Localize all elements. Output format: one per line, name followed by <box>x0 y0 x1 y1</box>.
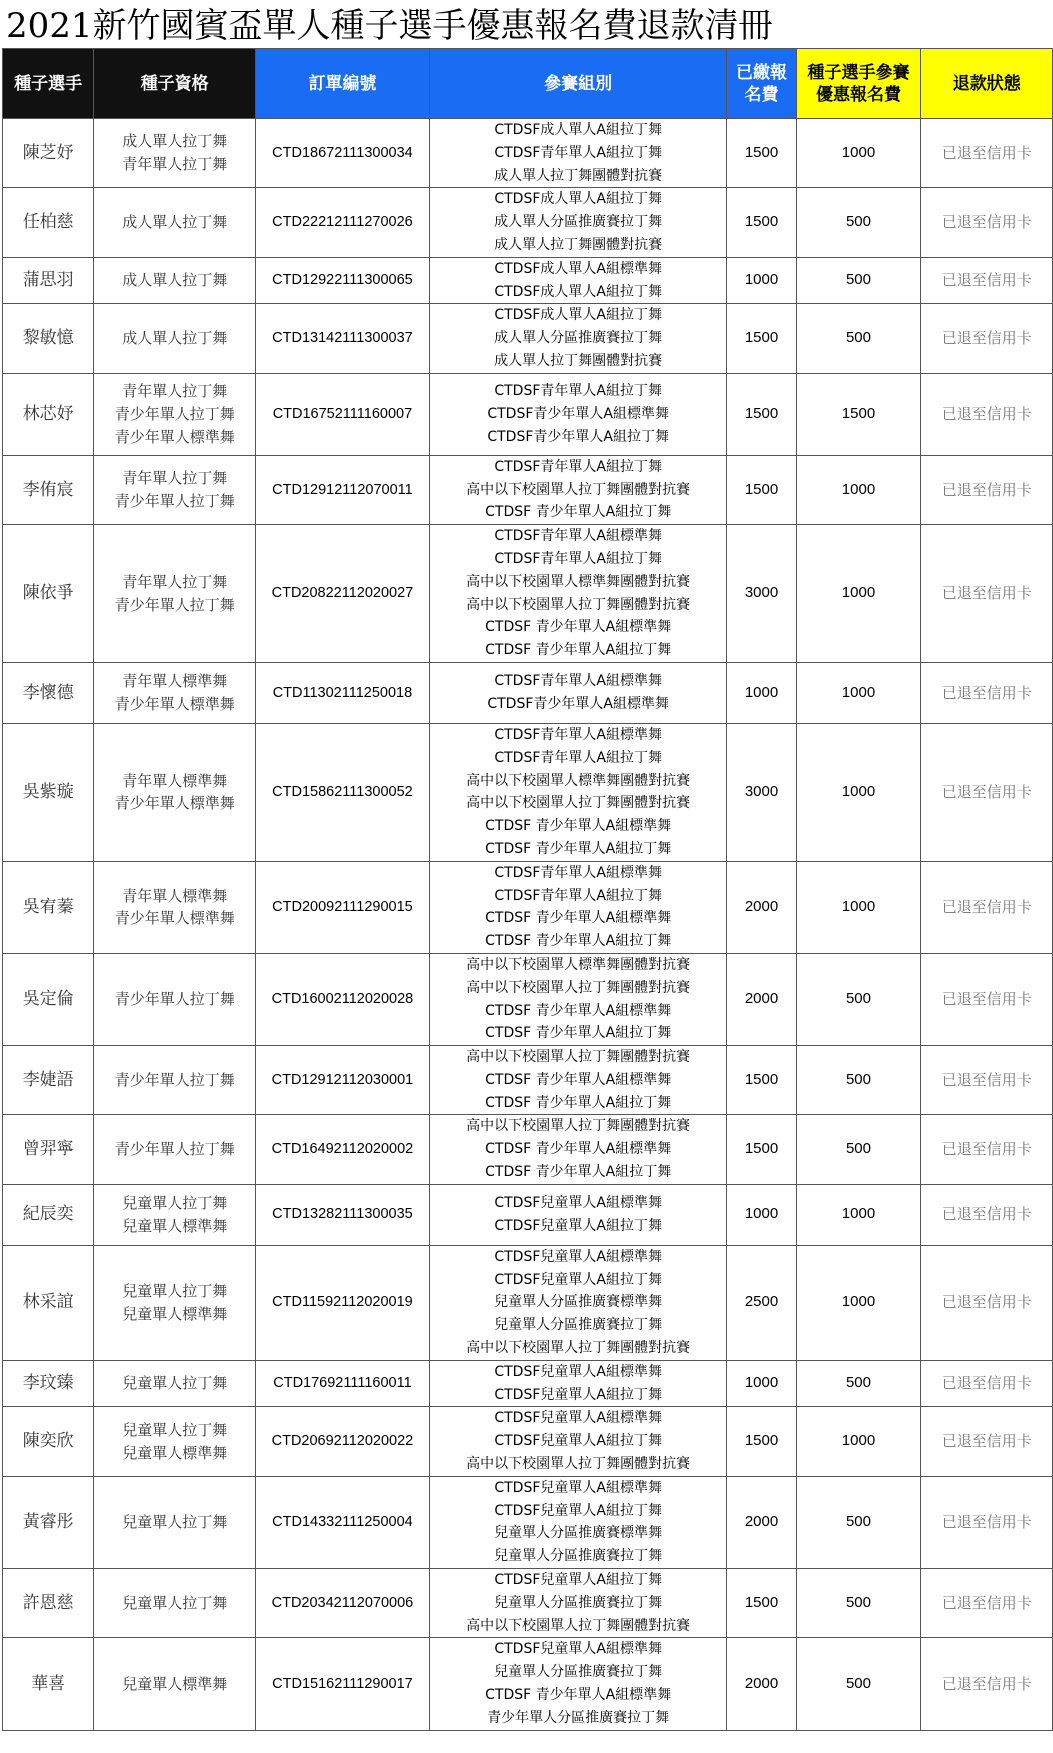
qualification-line: 兒童單人拉丁舞 <box>122 1194 228 1213</box>
group-line: CTDSF 青少年單人A組標準舞 <box>485 619 672 636</box>
order-number: CTD16752111160007 <box>256 373 430 455</box>
group-line: CTDSF 青少年單人A組拉丁舞 <box>485 1094 672 1111</box>
refund-status: 已退至信用卡 <box>921 1115 1053 1184</box>
group-line: CTDSF青少年單人A組拉丁舞 <box>487 428 669 445</box>
paid-fee: 3000 <box>727 525 796 663</box>
refund-status: 已退至信用卡 <box>921 1360 1053 1407</box>
groups-cell <box>429 1638 727 1730</box>
table-row <box>3 1115 1053 1184</box>
discount-fee: 1000 <box>796 1407 921 1476</box>
group-line: 兒童單人分區推廣賽標準舞 <box>494 1294 663 1311</box>
qualification-line: 青少年單人拉丁舞 <box>114 1140 235 1159</box>
paid-fee: 1000 <box>727 257 796 304</box>
refund-status: 已退至信用卡 <box>921 304 1053 373</box>
group-line: 高中以下校園單人標準舞團體對抗賽 <box>466 573 691 590</box>
order-number: CTD15862111300052 <box>256 723 430 861</box>
qualification-line: 青少年單人標準舞 <box>114 694 235 713</box>
table-row <box>3 455 1053 524</box>
table-row <box>3 373 1053 455</box>
groups-cell <box>429 662 727 723</box>
order-number: CTD14332111250004 <box>256 1476 430 1568</box>
player-name: 華喜 <box>3 1638 94 1730</box>
group-line: 高中以下校園單人拉丁舞團體對抗賽 <box>466 1340 691 1357</box>
qualification-line: 兒童單人拉丁舞 <box>122 1513 228 1532</box>
table-body <box>3 119 1053 1731</box>
qualification-line: 青少年單人標準舞 <box>114 909 235 928</box>
group-line: CTDSF青年單人A組標準舞 <box>494 673 662 690</box>
paid-fee: 2000 <box>727 1638 796 1730</box>
group-line: 兒童單人分區推廣賽標準舞 <box>494 1525 663 1542</box>
group-line: 兒童單人分區推廣賽拉丁舞 <box>494 1317 663 1334</box>
table-row <box>3 1638 1053 1730</box>
table-row <box>3 1046 1053 1115</box>
order-number: CTD16002112020028 <box>256 953 430 1045</box>
groups-cell <box>429 373 727 455</box>
qualification-line: 青少年單人標準舞 <box>114 794 235 813</box>
discount-fee: 1000 <box>796 723 921 861</box>
paid-fee: 1500 <box>727 373 796 455</box>
qualification-cell <box>94 188 256 257</box>
table-row <box>3 1184 1053 1245</box>
page-title: 2021新竹國賓盃單人種子選手優惠報名費退款清冊 <box>6 6 773 46</box>
player-name: 陳芝妤 <box>3 119 94 188</box>
qualification-line: 青少年單人拉丁舞 <box>114 990 235 1009</box>
qualification-line: 兒童單人標準舞 <box>122 1674 228 1693</box>
group-line: CTDSF 青少年單人A組標準舞 <box>485 1687 672 1704</box>
paid-fee: 1000 <box>727 1184 796 1245</box>
qualification-line: 青年單人拉丁舞 <box>122 572 228 591</box>
header-discount-fee-line2: 優惠報名費 <box>815 84 901 105</box>
player-name: 吳紫璇 <box>3 723 94 861</box>
player-name: 吳宥蓁 <box>3 861 94 953</box>
refund-status: 已退至信用卡 <box>921 1245 1053 1360</box>
qualification-line: 兒童單人拉丁舞 <box>122 1420 228 1439</box>
refund-status: 已退至信用卡 <box>921 953 1053 1045</box>
player-name: 任柏慈 <box>3 188 94 257</box>
discount-fee: 500 <box>796 953 921 1045</box>
refund-status: 已退至信用卡 <box>921 1476 1053 1568</box>
discount-fee: 500 <box>796 1360 921 1407</box>
qualification-line: 青少年單人標準舞 <box>114 427 235 446</box>
qualification-line: 青年單人拉丁舞 <box>122 382 228 401</box>
qualification-cell <box>94 861 256 953</box>
group-line: CTDSF兒童單人A組標準舞 <box>494 1195 662 1212</box>
groups-cell <box>429 1407 727 1476</box>
table-row <box>3 861 1053 953</box>
table-row <box>3 1245 1053 1360</box>
groups-cell <box>429 1245 727 1360</box>
header-order-number: 訂單編號 <box>256 49 430 119</box>
group-line: 高中以下校園單人拉丁舞團體對抗賽 <box>466 1049 691 1066</box>
group-line: 青少年單人分區推廣賽拉丁舞 <box>487 1709 670 1726</box>
order-number: CTD12922111300065 <box>256 257 430 304</box>
group-line: CTDSF青年單人A組拉丁舞 <box>494 887 662 904</box>
group-line: CTDSF 青少年單人A組標準舞 <box>485 1071 672 1088</box>
order-number: CTD12912112030001 <box>256 1046 430 1115</box>
refund-status: 已退至信用卡 <box>921 1184 1053 1245</box>
paid-fee: 2000 <box>727 861 796 953</box>
order-number: CTD17692111160011 <box>256 1360 430 1407</box>
table-row <box>3 188 1053 257</box>
group-line: CTDSF兒童單人A組拉丁舞 <box>494 1386 662 1403</box>
qualification-line: 成人單人拉丁舞 <box>122 213 228 232</box>
group-line: CTDSF青少年單人A組標準舞 <box>487 695 669 712</box>
group-line: CTDSF兒童單人A組拉丁舞 <box>494 1271 662 1288</box>
table-row <box>3 953 1053 1045</box>
player-name: 林芯妤 <box>3 373 94 455</box>
refund-status: 已退至信用卡 <box>921 373 1053 455</box>
qualification-line: 青少年單人拉丁舞 <box>114 595 235 614</box>
group-line: CTDSF 青少年單人A組拉丁舞 <box>485 504 672 521</box>
groups-cell <box>429 1569 727 1638</box>
group-line: 高中以下校園單人標準舞團體對抗賽 <box>466 956 691 973</box>
paid-fee: 1500 <box>727 119 796 188</box>
group-line: CTDSF青年單人A組標準舞 <box>494 528 662 545</box>
qualification-cell <box>94 373 256 455</box>
qualification-line: 青年單人拉丁舞 <box>122 469 228 488</box>
group-line: 高中以下校園單人拉丁舞團體對抗賽 <box>466 1456 691 1473</box>
group-line: CTDSF兒童單人A組標準舞 <box>494 1248 662 1265</box>
group-line: CTDSF兒童單人A組拉丁舞 <box>494 1217 662 1234</box>
table-row <box>3 304 1053 373</box>
discount-fee: 500 <box>796 188 921 257</box>
paid-fee: 2500 <box>727 1245 796 1360</box>
paid-fee: 2000 <box>727 1476 796 1568</box>
group-line: CTDSF成人單人A組拉丁舞 <box>494 122 662 138</box>
qualification-line: 青少年單人拉丁舞 <box>114 404 235 423</box>
table-row <box>3 723 1053 861</box>
refund-status: 已退至信用卡 <box>921 1569 1053 1638</box>
group-line: 高中以下校園單人拉丁舞團體對抗賽 <box>466 1118 691 1135</box>
group-line: CTDSF 青少年單人A組標準舞 <box>485 1002 672 1019</box>
header-discount-fee-line1: 種子選手參賽 <box>807 62 910 83</box>
groups-cell <box>429 1360 727 1407</box>
group-line: CTDSF青少年單人A組標準舞 <box>487 405 669 422</box>
qualification-line: 兒童單人標準舞 <box>122 1304 228 1323</box>
group-line: CTDSF兒童單人A組拉丁舞 <box>494 1433 662 1450</box>
discount-fee: 1000 <box>796 662 921 723</box>
group-line: CTDSF 青少年單人A組拉丁舞 <box>485 1164 672 1181</box>
paid-fee: 1500 <box>727 188 796 257</box>
group-line: CTDSF 青少年單人A組標準舞 <box>485 910 672 927</box>
group-line: 成人單人拉丁舞團體對抗賽 <box>494 352 663 369</box>
order-number: CTD20692112020022 <box>256 1407 430 1476</box>
groups-cell <box>429 1046 727 1115</box>
qualification-line: 兒童單人標準舞 <box>122 1216 228 1235</box>
group-line: CTDSF青年單人A組拉丁舞 <box>494 383 662 400</box>
qualification-cell <box>94 525 256 663</box>
player-name: 林采誼 <box>3 1245 94 1360</box>
discount-fee: 500 <box>796 1638 921 1730</box>
order-number: CTD22212111270026 <box>256 188 430 257</box>
group-line: 高中以下校園單人拉丁舞團體對抗賽 <box>466 481 691 498</box>
groups-cell <box>429 304 727 373</box>
refund-status: 已退至信用卡 <box>921 1407 1053 1476</box>
group-line: 成人單人拉丁舞團體對抗賽 <box>494 236 663 253</box>
qualification-line: 成人單人拉丁舞 <box>122 271 228 290</box>
group-line: CTDSF青年單人A組拉丁舞 <box>494 550 662 567</box>
table-row <box>3 257 1053 304</box>
order-number: CTD20342112070006 <box>256 1569 430 1638</box>
groups-cell <box>429 455 727 524</box>
group-line: 成人單人分區推廣賽拉丁舞 <box>494 214 663 231</box>
group-line: 高中以下校園單人拉丁舞團體對抗賽 <box>466 596 691 613</box>
player-name: 陳依爭 <box>3 525 94 663</box>
qualification-cell <box>94 1046 256 1115</box>
order-number: CTD18672111300034 <box>256 119 430 188</box>
paid-fee: 1000 <box>727 662 796 723</box>
paid-fee: 1500 <box>727 304 796 373</box>
group-line: CTDSF青年單人A組標準舞 <box>494 864 662 881</box>
paid-fee: 2000 <box>727 953 796 1045</box>
group-line: CTDSF成人單人A組拉丁舞 <box>494 283 662 300</box>
order-number: CTD16492112020002 <box>256 1115 430 1184</box>
qualification-cell <box>94 1184 256 1245</box>
group-line: 高中以下校園單人拉丁舞團體對抗賽 <box>466 979 691 996</box>
refund-status: 已退至信用卡 <box>921 861 1053 953</box>
groups-cell <box>429 257 727 304</box>
group-line: 兒童單人分區推廣賽拉丁舞 <box>494 1548 663 1565</box>
order-number: CTD13142111300037 <box>256 304 430 373</box>
paid-fee: 1500 <box>727 1569 796 1638</box>
player-name: 曾羿寧 <box>3 1115 94 1184</box>
group-line: CTDSF兒童單人A組標準舞 <box>494 1641 662 1658</box>
order-number: CTD12912112070011 <box>256 455 430 524</box>
refund-table <box>2 48 1053 1731</box>
qualification-line: 青年單人標準舞 <box>122 771 228 790</box>
qualification-line: 青年單人標準舞 <box>122 672 228 691</box>
group-line: 兒童單人分區推廣賽拉丁舞 <box>494 1664 663 1681</box>
group-line: 高中以下校園單人拉丁舞團體對抗賽 <box>466 795 691 812</box>
table-header-row <box>3 49 1053 119</box>
group-line: CTDSF成人單人A組標準舞 <box>494 260 662 277</box>
refund-status: 已退至信用卡 <box>921 723 1053 861</box>
player-name: 紀辰奕 <box>3 1184 94 1245</box>
qualification-cell <box>94 1569 256 1638</box>
discount-fee: 1000 <box>796 119 921 188</box>
discount-fee: 1000 <box>796 455 921 524</box>
table-row <box>3 119 1053 188</box>
qualification-line: 青年單人拉丁舞 <box>122 155 228 174</box>
table-row <box>3 525 1053 663</box>
discount-fee: 500 <box>796 1115 921 1184</box>
group-line: CTDSF成人單人A組拉丁舞 <box>494 307 662 324</box>
table-row <box>3 1569 1053 1638</box>
player-name: 許恩慈 <box>3 1569 94 1638</box>
qualification-cell <box>94 1360 256 1407</box>
group-line: CTDSF 青少年單人A組拉丁舞 <box>485 642 672 659</box>
qualification-line: 青少年單人拉丁舞 <box>114 1070 235 1089</box>
qualification-cell <box>94 1407 256 1476</box>
player-name: 黎敏憶 <box>3 304 94 373</box>
group-line: 高中以下校園單人標準舞團體對抗賽 <box>466 772 691 789</box>
qualification-line: 兒童單人拉丁舞 <box>122 1282 228 1301</box>
discount-fee: 1000 <box>796 525 921 663</box>
qualification-cell <box>94 953 256 1045</box>
order-number: CTD11302111250018 <box>256 662 430 723</box>
header-paid-fee-line2: 名費 <box>744 84 779 105</box>
header-discount-fee <box>796 49 921 119</box>
qualification-line: 青少年單人拉丁舞 <box>114 491 235 510</box>
qualification-line: 兒童單人拉丁舞 <box>122 1374 228 1393</box>
paid-fee: 1500 <box>727 1046 796 1115</box>
header-qualification: 種子資格 <box>94 49 256 119</box>
group-line: CTDSF 青少年單人A組標準舞 <box>485 1141 672 1158</box>
refund-status: 已退至信用卡 <box>921 525 1053 663</box>
group-line: 成人單人拉丁舞團體對抗賽 <box>494 167 663 184</box>
player-name: 李懷德 <box>3 662 94 723</box>
groups-cell <box>429 1115 727 1184</box>
header-refund-status: 退款狀態 <box>921 49 1053 119</box>
group-line: CTDSF 青少年單人A組拉丁舞 <box>485 1025 672 1042</box>
order-number: CTD20092111290015 <box>256 861 430 953</box>
groups-cell <box>429 861 727 953</box>
order-number: CTD13282111300035 <box>256 1184 430 1245</box>
order-number: CTD15162111290017 <box>256 1638 430 1730</box>
player-name: 蒲思羽 <box>3 257 94 304</box>
qualification-cell <box>94 723 256 861</box>
groups-cell <box>429 723 727 861</box>
table-row <box>3 1476 1053 1568</box>
groups-cell <box>429 525 727 663</box>
table-row <box>3 662 1053 723</box>
group-line: CTDSF兒童單人A組拉丁舞 <box>494 1572 662 1589</box>
group-line: 高中以下校園單人拉丁舞團體對抗賽 <box>466 1617 691 1634</box>
player-name: 黃睿彤 <box>3 1476 94 1568</box>
player-name: 李玟臻 <box>3 1360 94 1407</box>
qualification-cell <box>94 1476 256 1568</box>
paid-fee: 1500 <box>727 1115 796 1184</box>
refund-status: 已退至信用卡 <box>921 188 1053 257</box>
qualification-cell <box>94 257 256 304</box>
header-paid-fee <box>727 49 796 119</box>
header-player: 種子選手 <box>3 49 94 119</box>
order-number: CTD11592112020019 <box>256 1245 430 1360</box>
refund-status: 已退至信用卡 <box>921 257 1053 304</box>
qualification-cell <box>94 1245 256 1360</box>
refund-status: 已退至信用卡 <box>921 1638 1053 1730</box>
paid-fee: 1500 <box>727 455 796 524</box>
groups-cell <box>429 1184 727 1245</box>
discount-fee: 1000 <box>796 861 921 953</box>
discount-fee: 500 <box>796 257 921 304</box>
group-line: CTDSF青年單人A組拉丁舞 <box>494 749 662 766</box>
qualification-cell <box>94 1638 256 1730</box>
group-line: CTDSF青年單人A組標準舞 <box>494 726 662 743</box>
qualification-line: 兒童單人拉丁舞 <box>122 1593 228 1612</box>
player-name: 李婕語 <box>3 1046 94 1115</box>
discount-fee: 500 <box>796 304 921 373</box>
qualification-line: 成人單人拉丁舞 <box>122 329 228 348</box>
group-line: 兒童單人分區推廣賽拉丁舞 <box>494 1594 663 1611</box>
refund-status: 已退至信用卡 <box>921 455 1053 524</box>
group-line: CTDSF青年單人A組拉丁舞 <box>494 458 662 475</box>
qualification-cell <box>94 662 256 723</box>
discount-fee: 1500 <box>796 373 921 455</box>
order-number: CTD20822112020027 <box>256 525 430 663</box>
group-line: CTDSF 青少年單人A組拉丁舞 <box>485 933 672 950</box>
header-paid-fee-line1: 已繳報 <box>736 62 788 83</box>
qualification-line: 青年單人標準舞 <box>122 886 228 905</box>
table-row <box>3 1407 1053 1476</box>
player-name: 陳奕欣 <box>3 1407 94 1476</box>
discount-fee: 1000 <box>796 1184 921 1245</box>
groups-cell <box>429 119 727 188</box>
paid-fee: 1000 <box>727 1360 796 1407</box>
refund-status: 已退至信用卡 <box>921 1046 1053 1115</box>
group-line: CTDSF兒童單人A組拉丁舞 <box>494 1502 662 1519</box>
discount-fee: 1000 <box>796 1245 921 1360</box>
qualification-cell <box>94 455 256 524</box>
player-name: 李侑宸 <box>3 455 94 524</box>
refund-status: 已退至信用卡 <box>921 662 1053 723</box>
header-groups: 參賽組別 <box>429 49 727 119</box>
discount-fee: 500 <box>796 1569 921 1638</box>
qualification-line: 成人單人拉丁舞 <box>122 132 228 151</box>
paid-fee: 1500 <box>727 1407 796 1476</box>
group-line: CTDSF 青少年單人A組標準舞 <box>485 818 672 835</box>
discount-fee: 500 <box>796 1046 921 1115</box>
player-name: 吳定倫 <box>3 953 94 1045</box>
refund-status: 已退至信用卡 <box>921 119 1053 188</box>
discount-fee: 500 <box>796 1476 921 1568</box>
group-line: CTDSF 青少年單人A組拉丁舞 <box>485 840 672 857</box>
group-line: 成人單人分區推廣賽拉丁舞 <box>494 330 663 347</box>
group-line: CTDSF兒童單人A組標準舞 <box>494 1410 662 1427</box>
paid-fee: 3000 <box>727 723 796 861</box>
group-line: CTDSF兒童單人A組標準舞 <box>494 1479 662 1496</box>
qualification-cell <box>94 1115 256 1184</box>
qualification-cell <box>94 304 256 373</box>
group-line: CTDSF青年單人A組拉丁舞 <box>494 144 662 161</box>
group-line: CTDSF成人單人A組拉丁舞 <box>494 191 662 208</box>
groups-cell <box>429 1476 727 1568</box>
group-line: CTDSF兒童單人A組標準舞 <box>494 1363 662 1380</box>
groups-cell <box>429 953 727 1045</box>
groups-cell <box>429 188 727 257</box>
qualification-cell <box>94 119 256 188</box>
qualification-line: 兒童單人標準舞 <box>122 1443 228 1462</box>
table-row <box>3 1360 1053 1407</box>
